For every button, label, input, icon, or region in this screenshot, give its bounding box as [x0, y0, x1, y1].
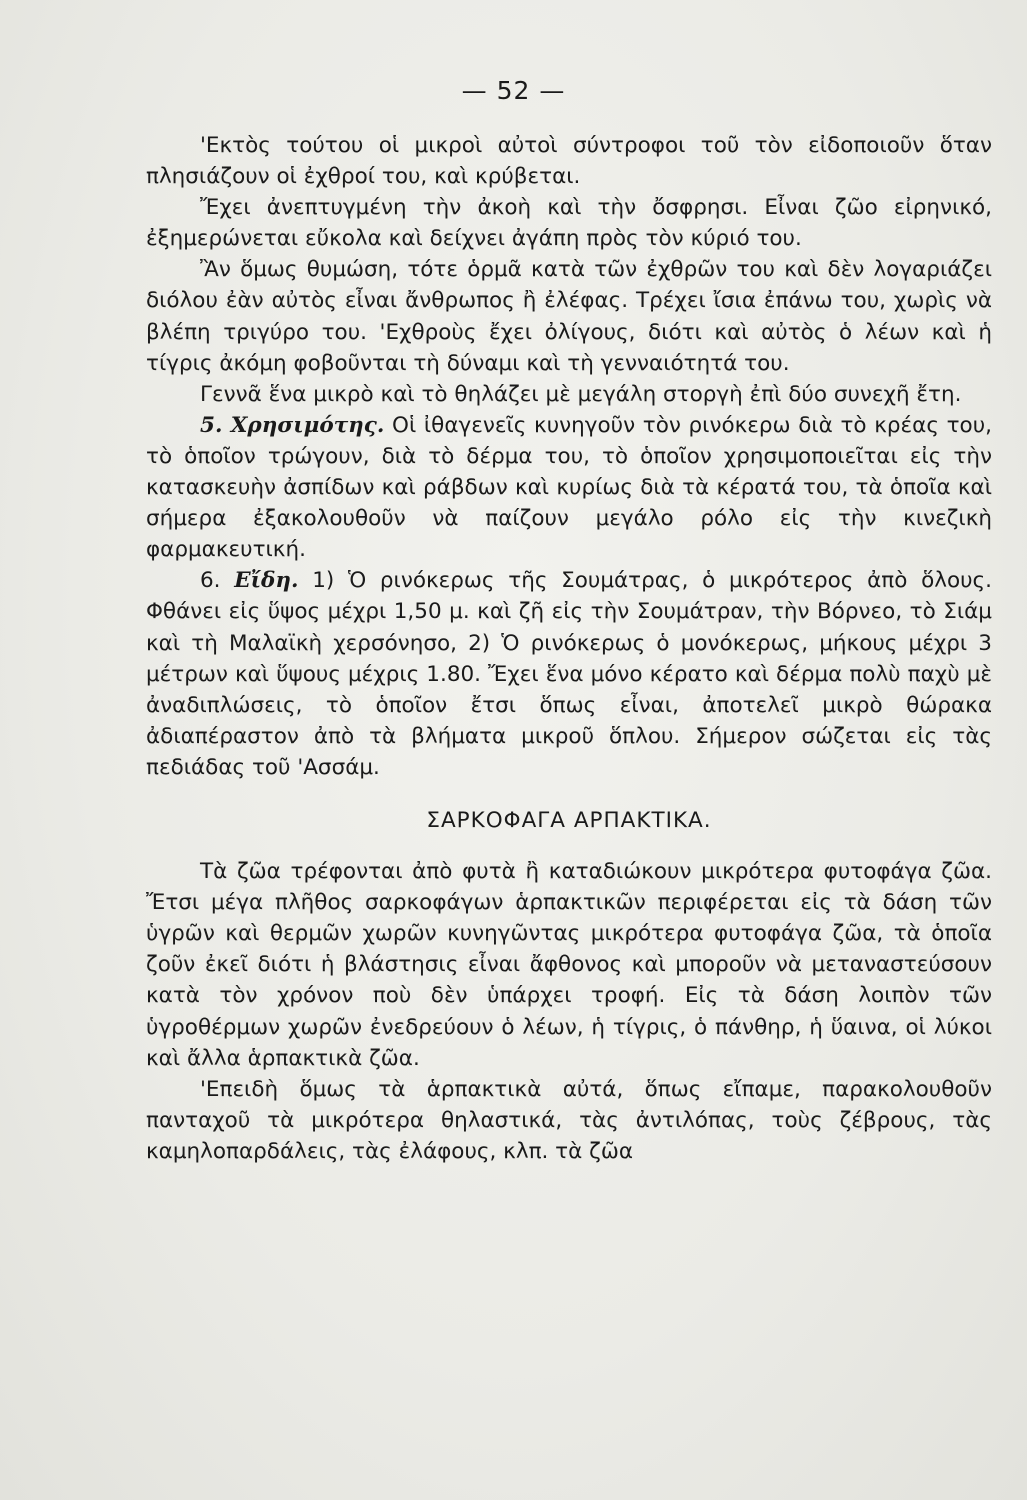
page-body — [146, 130, 992, 1167]
paragraph: 'Εκτὸς τούτου οἱ μικροὶ αὐτοὶ σύντροφοι τοῦ τὸν εἰδοποιοῦν ὅταν πλησιάζουν οἱ ἐχθροί του, καὶ κρύβεται. — [146, 133, 992, 190]
paragraph: Τὰ ζῶα τρέφονται ἀπὸ φυτὰ ἢ καταδιώκουν μικρότερα φυτοφάγα ζῶα. Ἔτσι μέγα πλῆθος σαρκοφάγων ἁρπακτικῶν περιφέρεται εἰς τὰ δάση τῶν ὑγρῶν καὶ θερμῶν χωρῶν κυνηγῶντας μικρότερα φυτοφάγα ζῶα, τὰ ὁποῖα ζοῦν ἐκεῖ διότι ἡ βλάστησις εἶναι ἄφθονος καὶ μποροῦν νὰ μεταναστεύσουν κατὰ τὸν χρόνον ποὺ δὲν ὑπάρχει τροφή. Εἰς τὰ δάση λοιπὸν τῶν ὑγροθέρμων χωρῶν ἐνεδρεύουν ὁ λέων, ἡ τίγρις, ὁ πάνθηρ, ἡ ὕαινα, οἱ λύκοι καὶ ἄλλα ἁρπακτικὰ ζῶα. — [146, 859, 992, 1071]
section-label-species: Εἴδη. — [234, 568, 299, 594]
paragraph: Γεννᾶ ἕνα μικρὸ καὶ τὸ θηλάζει μὲ μεγάλη στοργὴ ἐπὶ δύο συνεχῆ ἔτη. — [200, 381, 962, 407]
section-label-usefulness: 5. Χρησιμότης. — [200, 412, 385, 438]
section-heading: ΣΑΡΚΟΦΑΓΑ ΑΡΠΑΚΤΙΚΑ. — [426, 807, 712, 833]
paragraph: Ἔχει ἀνεπτυγμένη τὴν ἀκοὴ καὶ τὴν ὄσφρησι. Εἶναι ζῶο εἰρηνικό, ἐξημερώνεται εὔκολα καὶ δείχνει ἀγάπη πρὸς τὸν κύριό του. — [146, 195, 992, 252]
paragraph-text: Οἱ ἰθαγενεῖς κυνηγοῦν τὸν ρινόκερω διὰ τὸ κρέας του, τὸ ὁποῖον τρώγουν, διὰ τὸ δέρμα του, τὸ ὁποῖον χρησιμοποιεῖται εἰς τὴν κατασκευὴν ἀσπίδων καὶ ράβδων καὶ κυρίως διὰ τὰ κέρατά του, τὰ ὁποῖα καὶ σήμερα ἐξακολουθοῦν νὰ παίζουν μεγάλο ρόλο εἰς τὴν κινεζικὴ φαρμακευτική. — [146, 412, 992, 563]
paragraph-species — [146, 565, 992, 783]
paragraph-usefulness — [146, 410, 992, 565]
section-number: 6. — [200, 568, 221, 594]
paragraph: 'Επειδὴ ὅμως τὰ ἁρπακτικὰ αὐτά, ὅπως εἴπαμε, παρακολουθοῦν πανταχοῦ τὰ μικρότερα θηλαστικά, τὰς ἀντιλόπας, τοὺς ζέβρους, τὰς καμηλοπαρδάλεις, τὰς ἐλάφους, κλπ. τὰ ζῶα — [146, 1076, 992, 1164]
page-number: — 52 — — [461, 76, 566, 105]
paragraph-text: 1) Ὁ ρινόκερως τῆς Σουμάτρας, ὁ μικρότερος ἀπὸ ὅλους. Φθάνει εἰς ὕψος μέχρι 1,50 μ. καὶ ζῆ εἰς τὴν Σουμάτραν, τὴν Βόρνεο, τὸ Σιάμ καὶ τὴ Μαλαϊκὴ χερσόνησο, 2) Ὁ ρινόκερως ὁ μονόκερως, μήκους μέχρι 3 μέτρων καὶ ὕψους μέχρις 1.80. Ἔχει ἕνα μόνο κέρατο καὶ δέρμα πολὺ παχὺ μὲ ἀναδιπλώσεις, τὸ ὁποῖον ἔτσι ὅπως εἶναι, ἀποτελεῖ μικρὸ θώρακα ἀδιαπέραστον ἀπὸ τὰ βλήματα μικροῦ ὅπλου. Σήμερον σώζεται εἰς τὰς πεδιάδας τοῦ 'Ασσάμ. — [146, 568, 992, 780]
paragraph: Ἂν ὅμως θυμώση, τότε ὁρμᾶ κατὰ τῶν ἐχθρῶν του καὶ δὲν λογαριάζει διόλου ἐὰν αὐτὸς εἶναι ἄνθρωπος ἢ ἐλέφας. Τρέχει ἴσια ἐπάνω του, χωρὶς νὰ βλέπη τριγύρο του. 'Εχθροὺς ἔχει ὀλίγους, διότι καὶ αὐτὸς ὁ λέων καὶ ἡ τίγρις ἀκόμη φοβοῦνται τὴ δύναμι καὶ τὴ γενναιότητά του. — [146, 257, 992, 376]
